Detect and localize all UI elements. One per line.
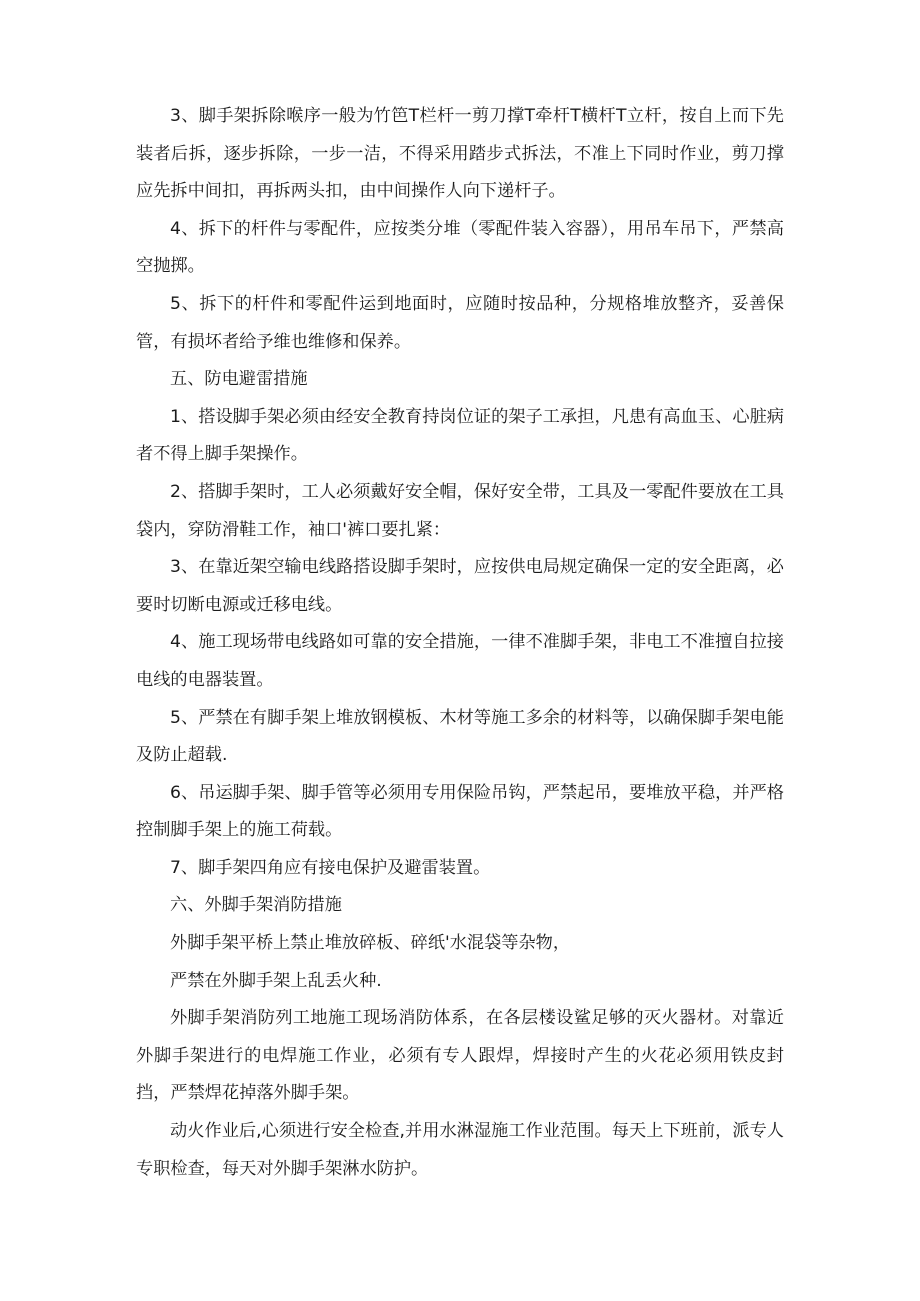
- paragraph-overload: 5、严禁在有脚手架上堆放钢模板、木材等施工多余的材料等，以确保脚手架电能及防止超载.: [136, 707, 784, 766]
- paragraph-fire-system: 外脚手架消防列工地施工现场消防体系，在各层楼设鲨足够的灭火器材。对靠近外脚手架进行的电焊施工作业，必须有专人跟焊，焊接时产生的火花必须用铁皮封挡，严禁焊花掉落外脚手架。: [136, 1008, 784, 1104]
- paragraph-dismantle-sequence: 3、脚手架拆除喉序一般为竹笆T栏杆一剪刀撑T牵杆T横杆T立杆，按自上而下先装者后拆，逐步拆除，一步一洁，不得采用踏步式拆法，不准上下同时作业，剪刀撑应先拆中间扣，再拆两头扣，由中间操作人向下递杆子。: [136, 106, 784, 202]
- paragraph-live-wires: 4、施工现场带电线路如可靠的安全措施，一律不准脚手架，非电工不准擅自拉接电线的电器装置。: [136, 632, 784, 690]
- document-page: [136, 98, 784, 1188]
- paragraph-no-fire: 严禁在外脚手架上乱丢火种.: [170, 970, 382, 991]
- section-heading-fire: 六、外脚手架消防措施: [170, 895, 342, 916]
- paragraph-qualified-workers: 1、搭设脚手架必须由经安全教育持岗位证的架子工承担，凡患有高血玉、心脏病者不得上脚手架操作。: [136, 406, 784, 465]
- paragraph-hot-work: 动火作业后,心须进行安全检查,并用水淋湿施工作业范围。每天上下班前，派专人专职检查，每天对外脚手架淋水防护。: [136, 1121, 784, 1179]
- paragraph-grounding: 7、脚手架四角应有接电保护及避雷装置。: [170, 857, 491, 878]
- paragraph-parts-stacking: 4、拆下的杆件与零配件，应按类分堆（零配件装入容器），用吊车吊下，严禁高空抛掷。: [136, 218, 784, 277]
- paragraph-debris: 外脚手架平桥上禁止堆放碎板、碎纸'水混袋等杂物，: [170, 933, 571, 954]
- paragraph-lifting-hooks: 6、吊运脚手架、脚手管等必须用专用保险吊钩，严禁起吊，要堆放平稳，并严格控制脚手架上的施工荷载。: [136, 782, 784, 841]
- section-heading-lightning: 五、防电避雷措施: [170, 369, 308, 390]
- paragraph-power-line-distance: 3、在靠近架空输电线路搭设脚手架时，应按供电局规定确保一定的安全距离，必要时切断电源或迁移电线。: [136, 557, 784, 615]
- paragraph-safety-gear: 2、搭脚手架时，工人必须戴好安全帽，保好安全带，工具及一零配件要放在工具袋内，穿防滑鞋工作，袖口'裤口要扎紧：: [136, 481, 784, 540]
- paragraph-parts-storage: 5、拆下的杆件和零配件运到地面时，应随时按品种，分规格堆放整齐，妥善保管，有损坏者给予维也维修和保养。: [136, 293, 784, 352]
